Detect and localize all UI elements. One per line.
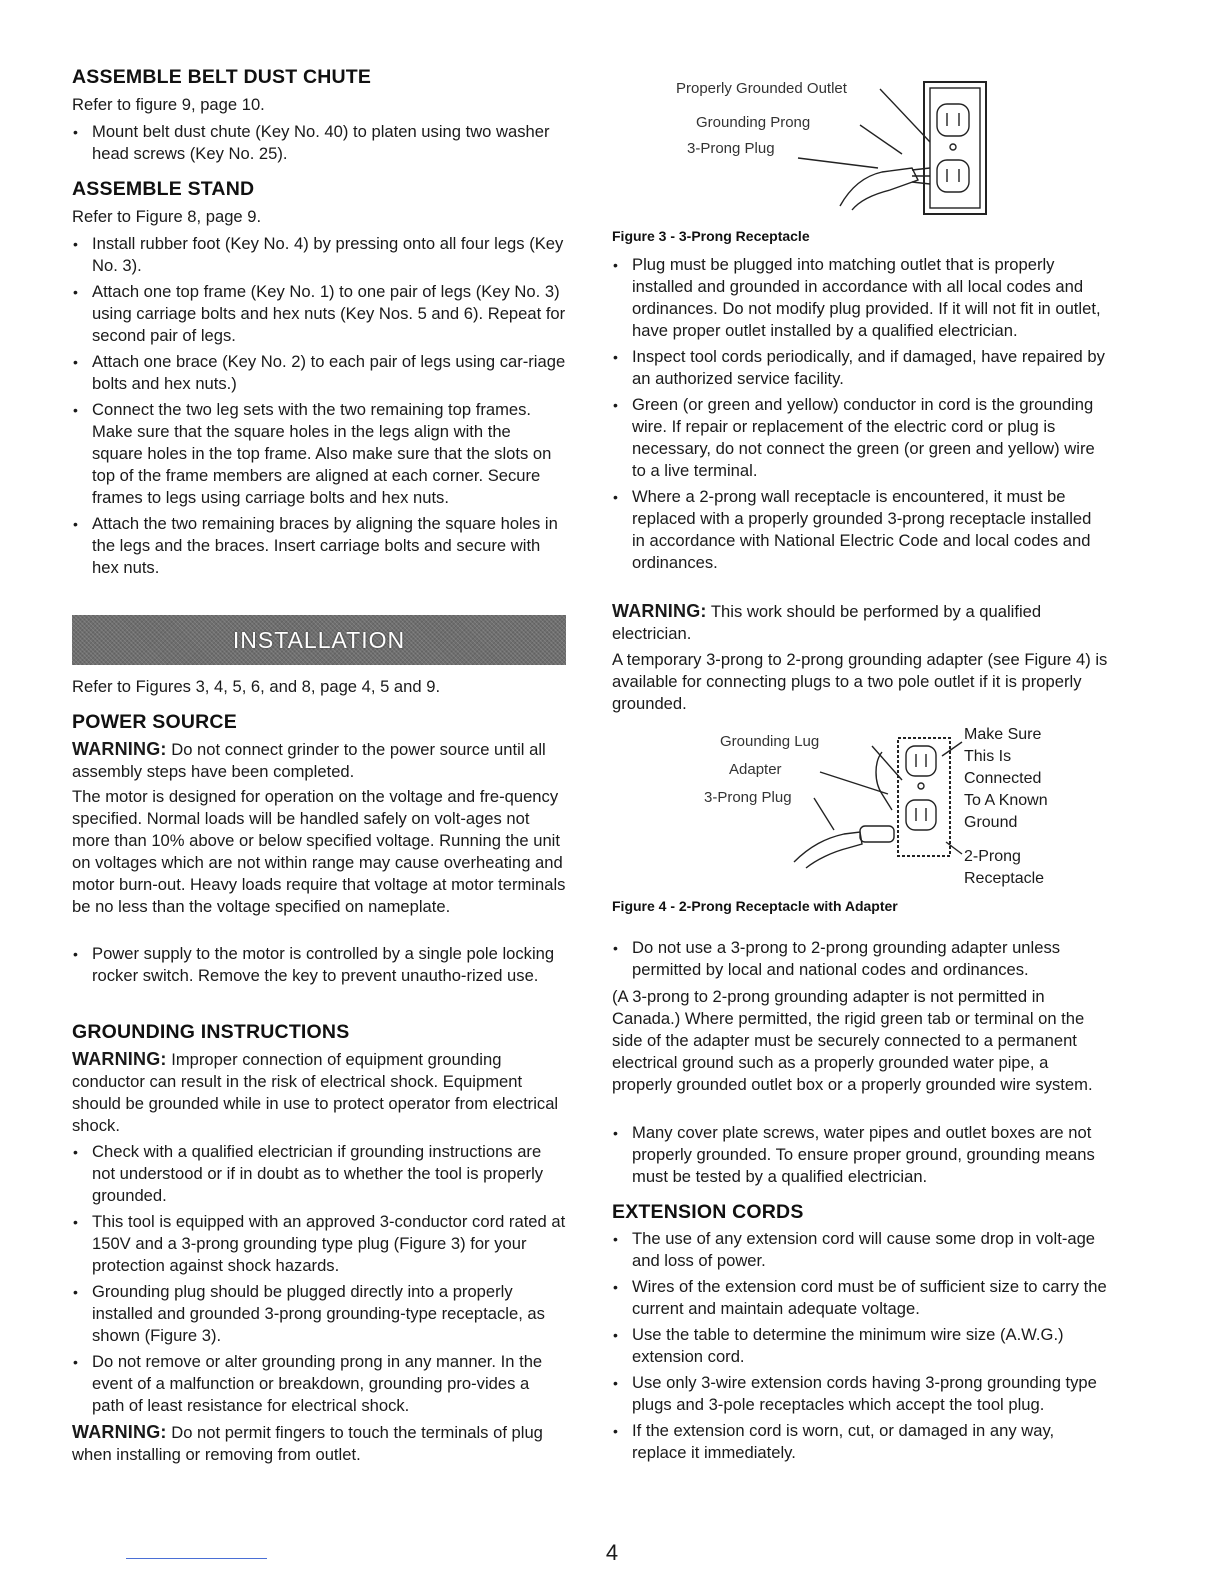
note-line: Connected [964, 770, 1042, 787]
page-number: 4 [605, 1540, 619, 1565]
list-item: • Do not remove or alter grounding prong in any manner. In the event of a malfunction or breakdown, grounding pro-vides a path of least resistance for electrical shock. [72, 1351, 566, 1417]
canada-paragraph: (A 3-prong to 2-prong grounding adapter is not permitted in Canada.) Where permitted, the rigid green tab or terminal on the side of the adapter must be securely connected to a permanent electrical ground such as a properly grounded water pipe, a properly grounded outlet box or a properly grounded wire system. [612, 987, 1093, 1094]
electrician-warning [612, 600, 1108, 645]
list-item: • Attach the two remaining braces by aligning the square holes in the legs and the braces. Insert carriage bolts and secure with hex nuts. [72, 513, 566, 579]
power-warning [72, 738, 566, 783]
installation-banner [72, 615, 566, 665]
note-line: 2-Prong [964, 848, 1021, 865]
fig4-label-adapter: Adapter [729, 761, 782, 778]
receptacle-list [612, 254, 1108, 578]
fig3-label-grounding-prong: Grounding Prong [696, 114, 811, 131]
list-item: • Many cover plate screws, water pipes and outlet boxes are not properly grounded. To ensure proper ground, grounding means must be tested by a qualified electrician. [612, 1122, 1108, 1188]
figure-4 [612, 722, 1108, 897]
warning-label: WARNING: [72, 1422, 167, 1442]
list-item: • Install rubber foot (Key No. 4) by pressing onto all four legs (Key No. 3). [72, 233, 566, 277]
list-item: • Use the table to determine the minimum wire size (A.W.G.) extension cord. [612, 1324, 1108, 1368]
receptacle-3-prong-illustration [612, 76, 1108, 226]
belt-chute-list [72, 121, 566, 169]
grounding-warning [72, 1048, 566, 1137]
note-line: To A Known [964, 792, 1048, 809]
list-item: • Mount belt dust chute (Key No. 40) to platen using two washer head screws (Key No. 25). [72, 121, 566, 165]
installation-reference: Refer to Figures 3, 4, 5, 6, and 8, page 4, 5 and 9. [72, 677, 441, 696]
adapter-list [612, 937, 1108, 985]
power-paragraph: The motor is designed for operation on the voltage and fre-quency specified. Normal loads will be handled safely on volt-ages not more than 10% above or below specified voltage. Running the unit on voltages which are not within range may cause overheating and motor burn-out. Heavy loads require that voltage at motor terminals be no less than the voltage specified on nameplate. [72, 787, 566, 916]
stand-reference: Refer to Figure 8, page 9. [72, 207, 262, 226]
stand-list [72, 233, 566, 583]
heading-grounding-instructions: GROUNDING INSTRUCTIONS [72, 1021, 350, 1043]
list-item: • Green (or green and yellow) conductor in cord is the grounding wire. If repair or replacement of the electric cord or plug is necessary, do not connect the green (or green and yellow) wire to a live terminal. [612, 394, 1108, 482]
fig4-label-plug: 3-Prong Plug [704, 789, 792, 806]
warning-text: Do not permit fingers to touch the terminals of plug when installing or removing from outlet. [72, 1423, 543, 1464]
list-item: • If the extension cord is worn, cut, or damaged in any way, replace it immediately. [612, 1420, 1108, 1464]
note-line: Receptacle [964, 870, 1045, 887]
heading-assemble-belt-dust-chute: ASSEMBLE BELT DUST CHUTE [72, 66, 372, 88]
grounding-list [72, 1141, 566, 1421]
footer-link-line [126, 1558, 267, 1559]
list-item: • Attach one brace (Key No. 2) to each pair of legs using car-riage bolts and hex nuts.) [72, 351, 566, 395]
adapter-paragraph: A temporary 3-prong to 2-prong grounding adapter (see Figure 4) is available for connecting plugs to a two pole outlet if it is properly grounded. [612, 650, 1108, 713]
fig3-label-plug: 3-Prong Plug [687, 140, 775, 157]
list-item: • Attach one top frame (Key No. 1) to one pair of legs (Key No. 3) using carriage bolts and hex nuts (Key Nos. 5 and 6). Repeat for second pair of legs. [72, 281, 566, 347]
installation-banner-title: INSTALLATION [232, 626, 406, 653]
warning-text: This work should be performed by a qualified electrician. [612, 602, 1042, 643]
belt-chute-reference: Refer to figure 9, page 10. [72, 95, 265, 114]
receptacle-2-prong-adapter-illustration [612, 722, 1108, 897]
heading-power-source: POWER SOURCE [72, 711, 237, 733]
heading-extension-cords: EXTENSION CORDS [612, 1201, 804, 1223]
fig4-label-grounding-lug: Grounding Lug [720, 733, 820, 750]
warning-text: Do not connect grinder to the power source until all assembly steps have been completed. [72, 740, 546, 781]
heading-assemble-stand: ASSEMBLE STAND [72, 178, 255, 200]
warning-text: Improper connection of equipment grounding conductor can result in the risk of electrical shock. Equipment should be grounded while in use to protect operator from electrical shock. [72, 1050, 559, 1135]
note-line: Make Sure [964, 726, 1042, 743]
list-item: • The use of any extension cord will cause some drop in volt-age and loss of power. [612, 1228, 1108, 1272]
warning-label: WARNING: [72, 739, 167, 759]
list-item: • Connect the two leg sets with the two remaining top frames. Make sure that the square holes in the legs align with the square holes in the top frame. Also make sure that the slots on top of the frame members are aligned at each corner. Secure frames to legs using carriage bolts and hex nuts. [72, 399, 566, 509]
fig3-label-outlet: Properly Grounded Outlet [676, 80, 847, 97]
list-item: • Check with a qualified electrician if grounding instructions are not understood or if in doubt as to whether the tool is properly grounded. [72, 1141, 566, 1207]
cover-plate-list [612, 1122, 1108, 1192]
warning-label: WARNING: [72, 1049, 167, 1069]
list-item: • Where a 2-prong wall receptacle is encountered, it must be replaced with a properly grounded 3-prong receptacle installed in accordance with National Electric Code and local codes and ordinances. [612, 486, 1108, 574]
grounding-warning-2 [72, 1421, 566, 1466]
list-item: • This tool is equipped with an approved 3-conductor cord rated at 150V and a 3-prong grounding type plug (Figure 3) for your protection against shock hazards. [72, 1211, 566, 1277]
warning-label: WARNING: [612, 601, 707, 621]
power-list [72, 943, 566, 991]
list-item: • Plug must be plugged into matching outlet that is properly installed and grounded in accordance with all local codes and ordinances. Do not modify plug provided. If it will not fit in outlet, have proper outlet installed by a qualified electrician. [612, 254, 1108, 342]
figure-3-caption: Figure 3 - 3-Prong Receptacle [612, 228, 810, 244]
list-item: • Do not use a 3-prong to 2-prong grounding adapter unless permitted by local and national codes and ordinances. [612, 937, 1108, 981]
extension-cords-list [612, 1228, 1108, 1468]
note-line: Ground [964, 814, 1018, 831]
figure-4-caption: Figure 4 - 2-Prong Receptacle with Adapter [612, 898, 898, 914]
list-item: • Wires of the extension cord must be of sufficient size to carry the current and maintain adequate voltage. [612, 1276, 1108, 1320]
note-line: This Is [964, 748, 1012, 765]
list-item: • Grounding plug should be plugged directly into a properly installed and grounded 3-prong grounding-type receptacle, as shown (Figure 3). [72, 1281, 566, 1347]
list-item: • Power supply to the motor is controlled by a single pole locking rocker switch. Remove the key to prevent unautho-rized use. [72, 943, 566, 987]
figure-3 [612, 76, 1108, 226]
list-item: • Use only 3-wire extension cords having 3-prong grounding type plugs and 3-pole receptacles which accept the tool plug. [612, 1372, 1108, 1416]
list-item: • Inspect tool cords periodically, and if damaged, have repaired by an authorized service facility. [612, 346, 1108, 390]
